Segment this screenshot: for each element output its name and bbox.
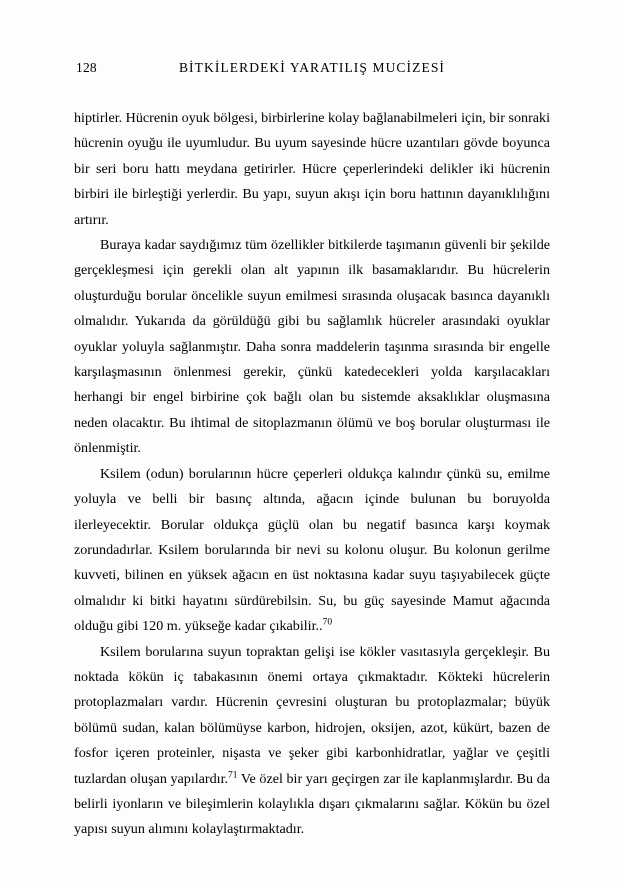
footnote-marker-71: 71 (228, 769, 238, 780)
paragraph-3-text: Ksilem (odun) borularının hücre çeperleri oldukça kalındır çünkü su, emilme yoluyla ve belli bir basınç altında, ağacın içinde bulunan bu boruyolda ilerleyecektir. Borular oldukça güçlü olan bu negatif basınca karşı koymak zorundadırlar. Ksilem borularında bir nevi su kolonu oluşur. Bu kolonun gerilme kuvveti, bilinen en yüksek ağacın en üst noktasına kadar suyu taşıyabilecek güçte olmalıdır ki bitki hayatını sürdürebilsin. Su, bu güç sayesinde Mamut ağacında olduğu gibi 120 m. yükseğe kadar çıkabilir.. (74, 465, 550, 635)
footnote-marker-70: 70 (322, 617, 333, 628)
page-number: 128 (76, 60, 97, 75)
paragraph-4-text: Ksilem borularına suyun topraktan gelişi ise kökler vasıtasıyla gerçekleşir. Bu noktada kökün iç tabakasının önemi ortaya çıkmaktadır. Kökteki hücrelerin protoplazmaları vardır. Hücrenin çevresini oluşturan bu protoplazmalar; büyük bölümü sudan, kalan bölümüyse karbon, hidrojen, oksijen, azot, kükürt, bazen de fosfor içeren proteinler, nişasta ve şeker gibi karbonhidratlar, yağlar ve çeşitli tuzlardan oluşan yapılardır. (74, 643, 550, 787)
paragraph-4-tail: Ve özel bir yarı geçirgen zar ile kaplanmışlardır. Bu da belirli iyonların ve bileşimlerin kolaylıkla dışarı çıkmalarını sağlar. Kökün bu özel yapısı suyun alımını kolaylaştırmaktadır. (74, 770, 551, 838)
paragraph-4 (74, 640, 550, 843)
paragraph-3 (74, 462, 550, 640)
body-text (74, 106, 550, 843)
running-header-title: BİTKİLERDEKİ YARATILIŞ MUCİZESİ (178, 60, 446, 75)
paragraph-1: hiptirler. Hücrenin oyuk bölgesi, birbirlerine kolay bağlanabilmeleri için, bir sonraki hücrenin oyuğu ile uyumludur. Bu uyum sayesinde hücre uzantıları gövde boyunca bir seri boru hattı meydana getirirler. Hücre çeperlerindeki delikler iki hücrenin birbiri ile birleştiği yerlerdir. Bu yapı, suyun akışı için boru hattının dayanıklılığını artırır. (74, 110, 550, 228)
paragraph-2: Buraya kadar saydığımız tüm özellikler bitkilerde taşımanın güvenli bir şekilde gerçekleşmesi için gerekli olan alt yapının ilk basamaklarıdır. Bu hücrelerin oluşturduğu borular öncelikle suyun emilmesi sırasında oluşacak basınca dayanıklı olmalıdır. Yukarıda da görüldüğü gibi bu sağlamlık hücreler arasındaki oyuklar oyuklar yoluyla sağlanmıştır. Daha sonra maddelerin taşınma sırasında bir engelle karşılaşmasının önlenmesi gerekir, çünkü katedecekleri yolda karşılacakları herhangi bir engel birbirine çok bağlı olan bu sistemde aksaklıklar oluşmasına neden olacaktır. Bu ihtimal de sitoplazmanın ölümü ve boş borular oluşturması ile önlenmiştir. (74, 237, 550, 457)
